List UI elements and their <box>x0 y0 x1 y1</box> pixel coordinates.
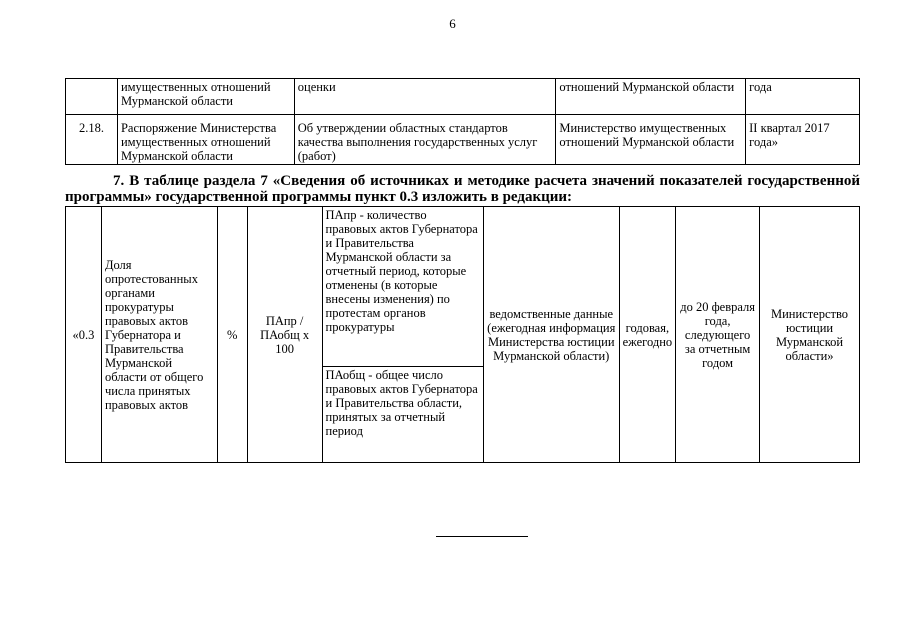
frequency-cell: годовая, ежегодно <box>619 207 676 463</box>
row-number: 2.18. <box>66 115 118 165</box>
page-number: 6 <box>449 16 456 31</box>
variable-paobsch: ПАобщ - общее число правовых актов Губернатора и Правительства области, принятых за отчетный период <box>322 367 483 463</box>
legal-act-cell: Распоряжение Министерства имущественных отношений Мурманской области <box>117 115 294 165</box>
legal-act-cell: имущественных отношений Мурманской области <box>117 79 294 115</box>
act-title-cell: оценки <box>294 79 556 115</box>
item-number: «0.3 <box>66 207 102 463</box>
table-row <box>66 207 860 367</box>
table-row <box>66 79 860 115</box>
executor-cell: отношений Мурманской области <box>556 79 746 115</box>
table-row <box>66 115 860 165</box>
footer-rule <box>436 536 528 537</box>
deadline-cell: года <box>746 79 860 115</box>
row-number <box>66 79 118 115</box>
data-source: ведомственные данные (ежегодная информация Министерства юстиции Мурманской области) <box>483 207 619 463</box>
act-title-cell: Об утверждении областных стандартов качества выполнения государственных услуг (работ) <box>294 115 556 165</box>
variable-papr: ПАпр - количество правовых актов Губернатора и Правительства Мурманской области за отчетный период, которые отменены (в которые внесены изменения) по протестам органов прокуратуры <box>322 207 483 367</box>
indicator-name: Доля опротестованных органами прокуратуры правовых актов Губернатора и Правительства Мурманской области от общего числа принятых правовых актов <box>101 207 217 463</box>
paragraph-text: 7. В таблице раздела 7 «Сведения об источниках и методике расчета значений показателей государственной программы» государственной программы пункт 0.3 изложить в редакции: <box>65 173 860 205</box>
deadline-cell: II квартал 2017 года» <box>746 115 860 165</box>
deadline-cell: до 20 февраля года, следующего за отчетным годом <box>676 207 760 463</box>
unit-cell: % <box>217 207 247 463</box>
indicator-table <box>65 206 860 463</box>
amendment-paragraph <box>65 173 860 205</box>
events-table <box>65 78 860 165</box>
responsible-cell: Министерство юстиции Мурманской области» <box>760 207 860 463</box>
executor-cell: Министерство имущественных отношений Мурманской области <box>556 115 746 165</box>
formula-cell: ПАпр / ПАобщ х 100 <box>247 207 322 463</box>
